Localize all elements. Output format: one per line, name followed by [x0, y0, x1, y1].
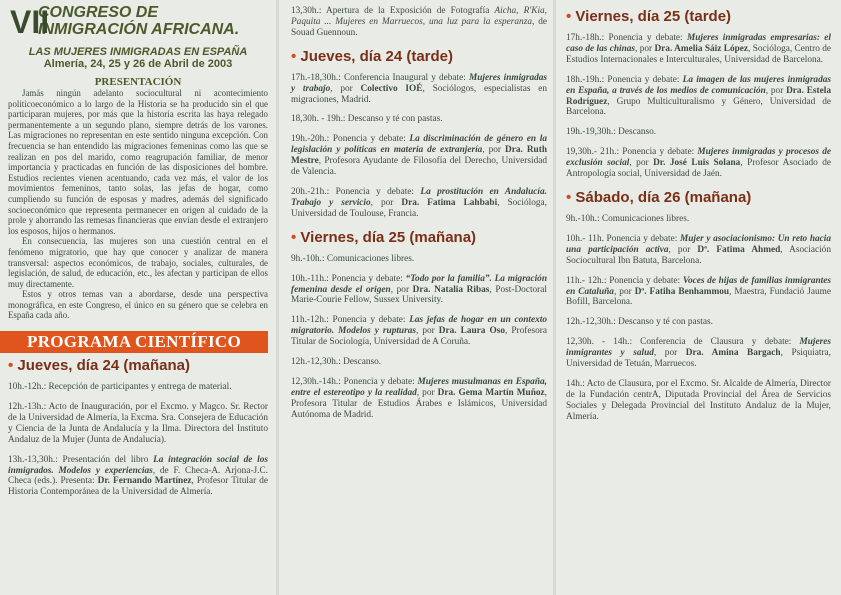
- item-em: Mujeres musulmanas en España, entre el estereotipo y la realidad: [291, 376, 547, 398]
- item-rest: , Socióloga, Universidad de Toulouse, Francia.: [291, 197, 547, 219]
- schedule-list: [291, 254, 547, 421]
- presentation-paragraph: Jamás ningún adelanto sociocultural ni acontecimiento politicoeconómico a lo largo de la Historia se ha producido sin el que participaran mujeres, por más que la historia escrita las haya relegado permanentemente a un segundo plano, siempre detrás de los varones. Las migraciones no representan en este sentido ninguna excepción. Con frecuencia se han entendido las migraciones femeninas como las que se realizan en pos del marido, como reagrupación familiar, de menor importancia y practicadas en función de las disposiciones del hombre. Estudios recientes vienen acentuando, cada vez más, el valor de los movimientos femeninos, tanto solas, las jefas de hogar, como cumpliendo su función de esposas y madres, además del significado socioeconómico que representa permanecer en origen al cuidado de la prole y ahorrando las remesas financieras que envían desde el extranjero los esposos, hijos o hermanos.: [8, 88, 268, 236]
- item-post: , por: [482, 145, 506, 156]
- presentation-paragraph: En consecuencia, las mujeres son una cuestión central en el fenómeno migratorio, que hay que conocer y analizar de manera transversal: aspectos económicos, de trabajo, sociales, culturales, de legislación, de salud, de educación, etc., les afectan y participan de ellos muy directamente.: [8, 236, 268, 289]
- item-rest: , Profesora Titular de Sociología, Universidad de A Coruña.: [291, 326, 547, 348]
- program-heading: PROGRAMA CIENTÍFICO: [0, 331, 268, 353]
- schedule-item: [566, 379, 831, 423]
- item-name: Dra. Natalia Ribas: [412, 284, 490, 295]
- item-name: Dª. Fatiha Benhammou: [634, 286, 730, 297]
- item-name: Colectivo IOÉ: [360, 83, 423, 94]
- panel-fold: [276, 0, 279, 595]
- roman-numeral: VII: [10, 4, 50, 40]
- presentation-paragraph: Estos y otros temas van a abordarse, desde una perspectiva monográfica, en este Congreso, el único en su género que se celebra en España cada año.: [8, 289, 268, 321]
- item-pre: 13h.-13,30h.: Presentación del libro: [8, 454, 154, 465]
- schedule-item: [291, 187, 547, 220]
- day-heading: • Jueves, día 24 (mañana): [8, 357, 191, 375]
- item-post: , por: [668, 244, 698, 255]
- item-rest: , Profesora Ayudante de Filosofía del Derecho, Universidad de Valencia.: [291, 156, 547, 178]
- item-pre: 19h.-20h.: Ponencia y debate:: [291, 134, 410, 145]
- item-em: Mujeres inmigradas y procesos de exclusión social: [566, 147, 831, 169]
- item-name: Dr. José Luis Solana: [653, 158, 741, 169]
- item-post: , por: [416, 326, 439, 337]
- item-post: , por: [765, 85, 787, 96]
- item-pre: 18h.-19h.: Ponencia y debate:: [566, 74, 683, 85]
- item-em: Mujer y asociacionismo: Un reto hacia una participación activa: [566, 233, 832, 255]
- item-post: , por: [629, 158, 654, 169]
- item-post: , por: [653, 348, 686, 359]
- schedule-item: [566, 337, 831, 370]
- item-pre: 18,30h. - 19h.: Descanso y té con pastas.: [291, 114, 443, 125]
- item-em: Las jefas de hogar en un contexto migratorio. Modelos y rupturas: [291, 315, 547, 337]
- item-pre: 14h.: Acto de Clausura, por el Excmo. Sr. Alcalde de Almería, Director de la Fundación centrA, Diputada Provincial del Área de Servicios Sociales y Delegada Provincial del Instituto Andaluz de la Mujer, Almería.: [566, 378, 831, 422]
- item-post: , por: [330, 83, 361, 94]
- item-em: La prostitución en Andalucía. Trabajo y servicio: [291, 186, 547, 208]
- day-heading: • Jueves, día 24 (tarde): [291, 47, 453, 65]
- panel-fold: [553, 0, 556, 595]
- item-pre: 19h.-19,30h.: Descanso.: [566, 127, 657, 138]
- item-pre: 17h.-18h.: Ponencia y debate:: [566, 33, 687, 43]
- presentation-heading: PRESENTACIÓN: [94, 76, 182, 88]
- item-name: Dra. Laura Oso: [438, 326, 505, 337]
- exhibition-item: 13,30h.: Apertura de la Exposición de Fotografía Aicha, R'Kia, Paquita ... Mujeres en Marruecos, una luz para la esperanza, de Souad Guennoun.: [291, 6, 547, 38]
- schedule-item: [291, 73, 547, 106]
- item-rest: , Psiquiatra, Universidad de Tetuán, Marruecos.: [566, 348, 831, 370]
- item-post: , por: [370, 197, 402, 208]
- item-rest: , Grupo Multiculturalismo y Género, Universidad de Barcelona.: [566, 96, 831, 118]
- schedule-list: [566, 33, 831, 180]
- item-post: , por: [613, 286, 635, 297]
- schedule-item: [8, 382, 268, 393]
- item-em: La integración social de los inmigrados. Modelos y experiencias: [8, 454, 268, 476]
- schedule-item: [566, 127, 831, 138]
- item-rest: , Profesor Asociado de Antropología social, Universidad de Jaén.: [566, 158, 831, 180]
- item-pre: 17h.-18,30h.: Conferencia Inaugural y debate:: [291, 72, 469, 83]
- item-em: La imagen de las mujeres inmigradas en España, a través de los medios de comunicación: [566, 74, 831, 96]
- right-panel: [558, 0, 841, 595]
- schedule-item: [566, 317, 831, 328]
- item-pre: 11h.- 12h.: Ponencia y debate:: [566, 275, 683, 286]
- schedule-item: [8, 455, 268, 499]
- schedule-item: [566, 33, 831, 66]
- item-post: , por: [390, 284, 413, 295]
- item-name: Dra. Estela Rodríguez: [566, 85, 831, 107]
- item-pre: 10h.-11h.: Ponencia y debate:: [291, 273, 406, 284]
- item-name: Dª. Fatima Ahmed: [697, 244, 781, 255]
- day-heading: • Sábado, día 26 (mañana): [566, 188, 752, 206]
- item-em: Mujeres inmigradas y trabajo: [291, 72, 548, 94]
- schedule-item: [566, 234, 831, 267]
- item-em: La discriminación de género en la legislación y políticas en materia de extranjería: [291, 134, 547, 156]
- item-pre: 9h.-10h.: Comunicaciones libres.: [566, 213, 690, 224]
- item-pre: 12h.-12,30h.: Descanso.: [291, 357, 382, 368]
- item-pre: 12,30h. - 14h.: Conferencia de Clausura y debate:: [566, 337, 800, 348]
- item-post: , por: [635, 43, 655, 54]
- schedule-item: [291, 114, 547, 125]
- schedule-item: [291, 357, 547, 368]
- schedule-item: [291, 315, 547, 348]
- item-em: Mujeres inmigrantes y salud: [566, 337, 831, 359]
- item-name: Dra. Fatima Lahbabi: [401, 197, 498, 208]
- item-rest: , Profesora Titular de Estudios Árabes e Islámicos, Universidad Autónoma de Madrid.: [291, 387, 547, 420]
- schedule-list: [566, 214, 831, 423]
- left-panel: [0, 0, 274, 595]
- item-em: Mujeres inmigradas empresarias: el caso de las chinas: [566, 33, 831, 54]
- congress-title: CONGRESO DE INMIGRACIÓN AFRICANA.: [38, 4, 240, 38]
- schedule-list: [8, 382, 268, 498]
- schedule-item: [566, 214, 831, 225]
- item-pre: 11h.-12h.: Ponencia y debate:: [291, 315, 410, 326]
- item-rest: , Asociación Sociocultural Ibn Batuta, Barcelona.: [566, 244, 831, 266]
- schedule-item: [566, 147, 831, 180]
- item-post: , por: [416, 387, 438, 398]
- schedule-item: [291, 377, 547, 421]
- item-pre: 10h.-12h.: Recepción de participantes y entrega de material.: [8, 382, 232, 393]
- item-rest: , Socióloga, Centro de Estudios Internacionales e Interculturales, Universidad de Barcelona.: [566, 43, 831, 65]
- item-pre: 20h.-21h.: Ponencia y debate:: [291, 186, 421, 197]
- item-pre: 9h.-10h.: Comunicaciones libres.: [291, 253, 415, 264]
- item-pre: 12,30h.-14h.: Ponencia y debate:: [291, 376, 418, 387]
- item-pre: 10h.- 11h. Ponencia y debate:: [566, 233, 680, 244]
- item-pre: 12h.-12,30h.: Descanso y té con pastas.: [566, 317, 713, 328]
- schedule-item: [291, 134, 547, 178]
- item-em: Voces de hijas de familias inmigrantes en Cataluña: [566, 275, 831, 297]
- middle-panel: [281, 0, 553, 595]
- item-rest: , Maestra, Fundació Jaume Bofill, Barcelona.: [566, 286, 831, 308]
- item-name: Dra. Amina Bargach: [685, 348, 781, 359]
- item-name: Dra. Gema Martín Muñoz: [437, 387, 545, 398]
- item-name: Dr. Fernando Martínez: [97, 476, 192, 487]
- item-rest: , Profesor Titular de Historia Contemporánea de la Universidad de Almería.: [8, 476, 268, 498]
- item-pre: 19,30h.- 21h.: Ponencia y debate:: [566, 147, 698, 158]
- day-heading: • Viernes, día 25 (tarde): [566, 8, 732, 25]
- item-name: Dra. Ruth Mestre: [291, 145, 547, 167]
- congress-subtitle: LAS MUJERES INMIGRADAS EN ESPAÑA: [28, 46, 248, 58]
- item-name: Dra. Amelia Sáiz López: [654, 43, 749, 54]
- schedule-item: [566, 75, 831, 119]
- item-post: , de F. Checa-A. Arjona-J.C. Checa (eds.). Presenta:: [8, 465, 269, 487]
- schedule-list: [291, 73, 547, 220]
- schedule-item: [291, 254, 547, 265]
- schedule-item: [291, 274, 547, 307]
- schedule-item: [566, 276, 831, 309]
- day-heading: • Viernes, día 25 (mañana): [291, 228, 477, 246]
- item-em: “Todo por la familia”. La migración femenina desde el origen: [291, 273, 547, 295]
- schedule-item: [8, 402, 268, 446]
- item-pre: 12h.-13h.: Acto de Inauguración, por el Excmo. y Magco. Sr. Rector de la Universidad de Almería, la Excma. Sra. Consejera de Educación y Ciencia de la Junta de Andalucía y la Ilma. Directora del Instituto Andaluz de la Mujer (Junta de Andalucía).: [8, 401, 268, 445]
- congress-dates: Almería, 24, 25 y 26 de Abril de 2003: [43, 58, 233, 70]
- item-rest: , Post-Doctoral Marie-Courie Fellow, Sussex University.: [291, 284, 547, 306]
- item-rest: , Sociólogos, especialistas en migraciones, Madrid.: [291, 83, 547, 105]
